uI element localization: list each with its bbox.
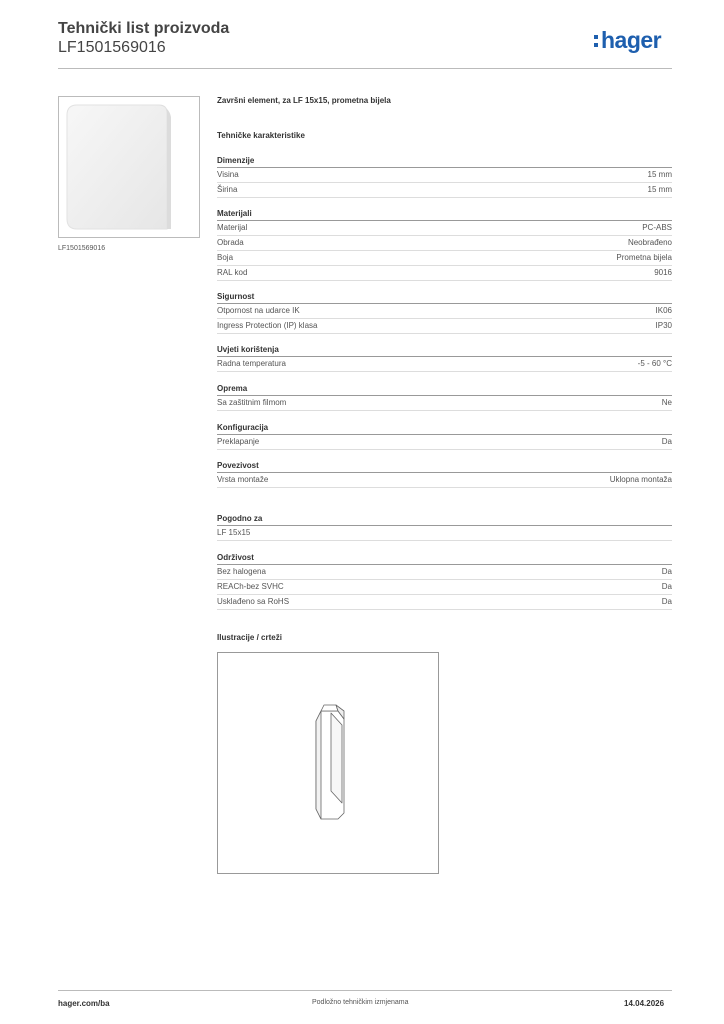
row-label: Preklapanje [217, 437, 260, 446]
row-value: PC-ABS [642, 223, 672, 232]
row-value: Uklopna montaža [609, 475, 672, 484]
footer-notice: Podložno tehničkim izmjenama [312, 999, 409, 1006]
row-value: IK06 [655, 306, 672, 315]
row-value: Da [661, 582, 672, 591]
row-label: LF 15x15 [217, 528, 251, 537]
row-value: IP30 [655, 321, 672, 330]
row-value: 9016 [654, 268, 672, 277]
table-row [217, 266, 672, 281]
section-title: Materijali [217, 208, 672, 221]
product-image-caption: LF1501569016 [58, 245, 106, 252]
section-materials [217, 208, 672, 281]
table-row [217, 396, 672, 411]
table-row [217, 236, 672, 251]
illustrations-title: Ilustracije / crteži [217, 633, 282, 642]
row-value: -5 - 60 °C [637, 359, 672, 368]
section-equipment [217, 383, 672, 411]
table-row [217, 183, 672, 198]
section-suitable-for [217, 513, 672, 541]
section-title: Uvjeti korištenja [217, 344, 672, 357]
section-title: Konfiguracija [217, 422, 672, 435]
row-label: Radna temperatura [217, 359, 286, 368]
row-label: Visina [217, 170, 239, 179]
section-title: Održivost [217, 552, 672, 565]
row-label: Boja [217, 253, 234, 262]
row-value: Prometna bijela [616, 253, 672, 262]
section-title: Dimenzije [217, 155, 672, 168]
product-code: LF1501569016 [58, 39, 166, 56]
row-label: Bez halogena [217, 567, 266, 576]
table-row [217, 357, 672, 372]
table-row [217, 595, 672, 610]
row-label: REACh-bez SVHC [217, 582, 284, 591]
row-value: 15 mm [647, 185, 672, 194]
table-row [217, 580, 672, 595]
row-label: Širina [217, 185, 238, 194]
end-cap-drawing-icon [218, 653, 438, 873]
table-row [217, 221, 672, 236]
row-label: Vrsta montaže [217, 475, 269, 484]
section-dimensions [217, 155, 672, 198]
row-label: Materijal [217, 223, 248, 232]
row-value: Ne [661, 398, 672, 407]
section-title: Povezivost [217, 460, 672, 473]
table-row [217, 319, 672, 334]
section-safety [217, 291, 672, 334]
logo-text: hager [601, 27, 662, 53]
product-photo-icon [59, 97, 199, 237]
illustration-drawing [217, 652, 439, 874]
row-label: Otpornost na udarce IK [217, 306, 300, 315]
product-description: Završni element, za LF 15x15, prometna bijela [217, 96, 391, 105]
row-label: RAL kod [217, 268, 248, 277]
logo-dots-icon [594, 35, 598, 47]
row-value: Da [661, 567, 672, 576]
table-row [217, 526, 672, 541]
section-title: Oprema [217, 383, 672, 396]
footer-website-link[interactable]: hager.com/ba [58, 999, 110, 1008]
table-row [217, 168, 672, 183]
section-title: Pogodno za [217, 513, 672, 526]
row-value: Da [661, 597, 672, 606]
row-value: Neobrađeno [627, 238, 672, 247]
table-row [217, 473, 672, 488]
row-label: Obrada [217, 238, 244, 247]
hager-logo [594, 27, 661, 54]
row-value: Da [661, 437, 672, 446]
row-value: 15 mm [647, 170, 672, 179]
table-row [217, 435, 672, 450]
section-configuration [217, 422, 672, 450]
table-row [217, 251, 672, 266]
row-label: Usklađeno sa RoHS [217, 597, 290, 606]
row-label: Sa zaštitnim filmom [217, 398, 287, 407]
product-image [58, 96, 200, 238]
document-title: Tehnički list proizvoda [58, 20, 230, 37]
section-connectivity [217, 460, 672, 488]
table-row [217, 304, 672, 319]
section-usage-conditions [217, 344, 672, 372]
footer-date: 14.04.2026 [624, 999, 665, 1008]
table-row [217, 565, 672, 580]
header-divider [58, 68, 672, 69]
section-sustainability [217, 552, 672, 610]
footer-divider [58, 990, 672, 991]
row-label: Ingress Protection (IP) klasa [217, 321, 318, 330]
technical-characteristics-title: Tehničke karakteristike [217, 131, 305, 140]
section-title: Sigurnost [217, 291, 672, 304]
